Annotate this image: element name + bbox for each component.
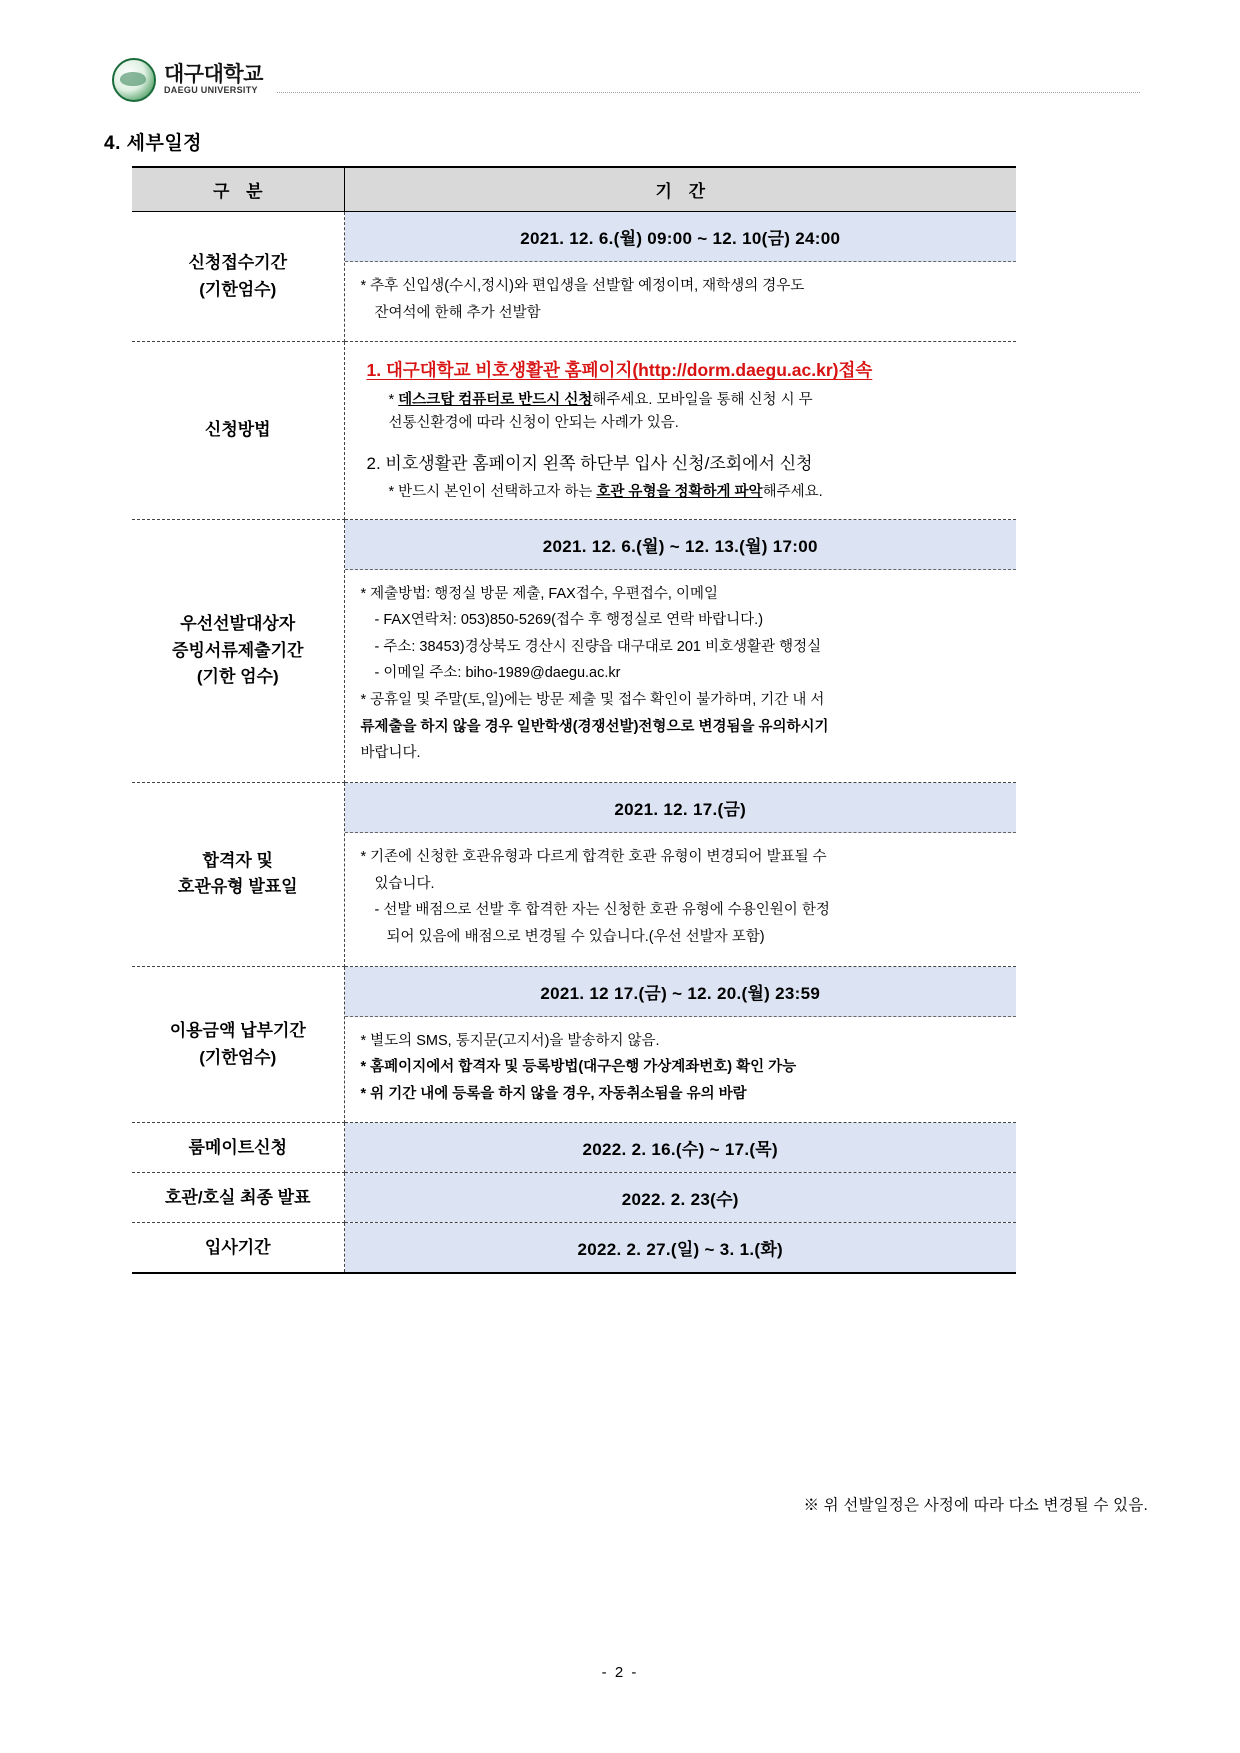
row-label-priority-documents	[132, 519, 344, 782]
table-footnote: ※ 위 선발일정은 사정에 따라 다소 변경될 수 있음.	[803, 1497, 1148, 1514]
period-band: 2022. 2. 16.(수) ~ 17.(목)	[345, 1123, 1017, 1172]
period-notes	[345, 570, 1017, 782]
row-label-payment-period	[132, 966, 344, 1123]
note-bullet: *	[388, 392, 399, 409]
note-line: 있습니다.	[374, 875, 435, 892]
period-band: 2022. 2. 23(수)	[345, 1173, 1017, 1222]
row-content-roommate-request	[344, 1123, 1016, 1173]
note-line: 되어 있음에 배점으로 변경될 수 있습니다.(우선 선발자 포함)	[386, 928, 765, 945]
table-row	[132, 782, 1016, 966]
note-emphasis: 호관 유형을 정확하게 파악	[596, 483, 763, 500]
column-header-category: 구 분	[132, 167, 344, 212]
label-line: 입사기간	[204, 1237, 271, 1257]
period-notes	[345, 1017, 1017, 1123]
period-band: 2021. 12 17.(금) ~ 12. 20.(월) 23:59	[345, 967, 1017, 1017]
note-line: * 홈페이지에서 합격자 및 등록방법(대구은행 가상계좌번호) 확인 가능	[360, 1059, 797, 1076]
note-line: - 선발 배점으로 선발 후 합격한 자는 신청한 호관 유형에 수용인원이 한정	[374, 902, 830, 919]
label-line: 신청접수기간	[188, 253, 288, 273]
method-step-1-note	[367, 389, 1001, 435]
note-line: * 위 기간 내에 등록을 하지 않을 경우, 자동취소됨을 유의 바람	[360, 1085, 747, 1102]
period-band: 2021. 12. 17.(금)	[345, 783, 1017, 833]
note-text: 선통신환경에 따라 신청이 안되는 사례가 있음.	[388, 415, 679, 432]
table-row	[132, 342, 1016, 519]
row-content-application-method	[344, 342, 1016, 519]
university-emblem-icon	[112, 58, 156, 102]
table-row	[132, 1223, 1016, 1274]
period-band: 2021. 12. 6.(월) 09:00 ~ 12. 10(금) 24:00	[345, 212, 1017, 262]
table-row	[132, 966, 1016, 1123]
note-text: 해주세요.	[762, 483, 823, 500]
logo-text	[164, 64, 263, 95]
note-line: - 이메일 주소: biho-1989@daegu.ac.kr	[374, 665, 621, 682]
row-label-roommate-request	[132, 1123, 344, 1173]
row-content-payment-period	[344, 966, 1016, 1123]
page-header	[112, 55, 1140, 105]
note-line: * 별도의 SMS, 통지문(고지서)을 발송하지 않음.	[360, 1032, 660, 1049]
logo-english-name: DAEGU UNIVERSITY	[164, 85, 258, 96]
table-row	[132, 519, 1016, 782]
table-row	[132, 1123, 1016, 1173]
schedule-table	[132, 166, 1016, 1274]
table-header-row	[132, 167, 1016, 212]
note-line: 잔여석에 한해 추가 선발함	[374, 304, 541, 321]
label-line: 룸메이트신청	[188, 1137, 288, 1157]
method-step-1[interactable]: 1. 대구대학교 비호생활관 홈페이지(http://dorm.daegu.ac.kr)접속	[366, 360, 873, 381]
period-band: 2022. 2. 27.(일) ~ 3. 1.(화)	[345, 1223, 1017, 1272]
label-line: (기한엄수)	[199, 1047, 277, 1067]
note-line: * 추후 신입생(수시,정시)와 편입생을 선발할 예정이며, 재학생의 경우도	[360, 278, 805, 294]
method-step-2: 2. 비호생활관 홈페이지 왼쪽 하단부 입사 신청/조회에서 신청	[366, 453, 813, 473]
row-content-move-in-period	[344, 1223, 1016, 1274]
period-notes	[345, 833, 1017, 966]
header-divider	[277, 92, 1140, 93]
label-line: (기한 엄수)	[196, 666, 279, 686]
note-line: * 공휴일 및 주말(토,일)에는 방문 제출 및 접수 확인이 불가하며, 기간 내 서	[360, 692, 825, 709]
row-content-final-room-announcement	[344, 1173, 1016, 1223]
note-text: 해주세요. 모바일을 통해 신청 시 무	[592, 392, 813, 409]
note-line: * 기존에 신청한 호관유형과 다르게 합격한 호관 유형이 변경되어 발표될 수	[360, 848, 827, 865]
page-number: - 2 -	[601, 1664, 639, 1681]
note-line: * 제출방법: 행정실 방문 제출, FAX접수, 우편접수, 이메일	[360, 585, 718, 602]
row-label-move-in-period	[132, 1223, 344, 1274]
table-row	[132, 212, 1016, 342]
label-line: 합격자 및	[202, 850, 273, 870]
note-line: 바랍니다.	[360, 745, 421, 762]
label-line: 우선선발대상자	[180, 614, 296, 634]
row-label-application-method	[132, 342, 344, 519]
period-band: 2021. 12. 6.(월) ~ 12. 13.(월) 17:00	[345, 520, 1017, 570]
column-header-period: 기 간	[344, 167, 1016, 212]
note-line: - FAX연락처: 053)850-5269(접수 후 행정실로 연락 바랍니다.)	[374, 612, 764, 629]
schedule-table-wrapper	[132, 166, 1148, 1514]
label-line: 신청방법	[204, 420, 271, 440]
label-line: (기한엄수)	[199, 279, 277, 299]
note-line: - 주소: 38453)경상북도 경산시 진량읍 대구대로 201 비호생활관 행정실	[374, 638, 822, 655]
row-label-application-period	[132, 212, 344, 342]
note-emphasis: 데스크탑 컴퓨터로 반드시 신청	[398, 392, 593, 409]
label-line: 이용금액 납부기간	[169, 1021, 306, 1041]
period-notes	[345, 262, 1017, 341]
note-text: * 반드시 본인이 선택하고자 하는	[388, 483, 597, 500]
page-title: 4. 세부일정	[104, 133, 203, 154]
logo-korean-name: 대구대학교	[164, 63, 263, 87]
label-line: 호관유형 발표일	[177, 877, 298, 897]
table-row	[132, 1173, 1016, 1223]
row-label-result-announcement	[132, 782, 344, 966]
row-content-priority-documents	[344, 519, 1016, 782]
label-line: 증빙서류제출기간	[172, 640, 304, 660]
row-content-result-announcement	[344, 782, 1016, 966]
row-content-application-period	[344, 212, 1016, 342]
method-block	[345, 342, 1017, 518]
method-step-2-note	[367, 481, 1001, 505]
note-line: 류제출을 하지 않을 경우 일반학생(경쟁선발)전형으로 변경됨을 유의하시기	[360, 718, 829, 735]
label-line: 호관/호실 최종 발표	[164, 1187, 311, 1207]
row-label-final-room-announcement	[132, 1173, 344, 1223]
